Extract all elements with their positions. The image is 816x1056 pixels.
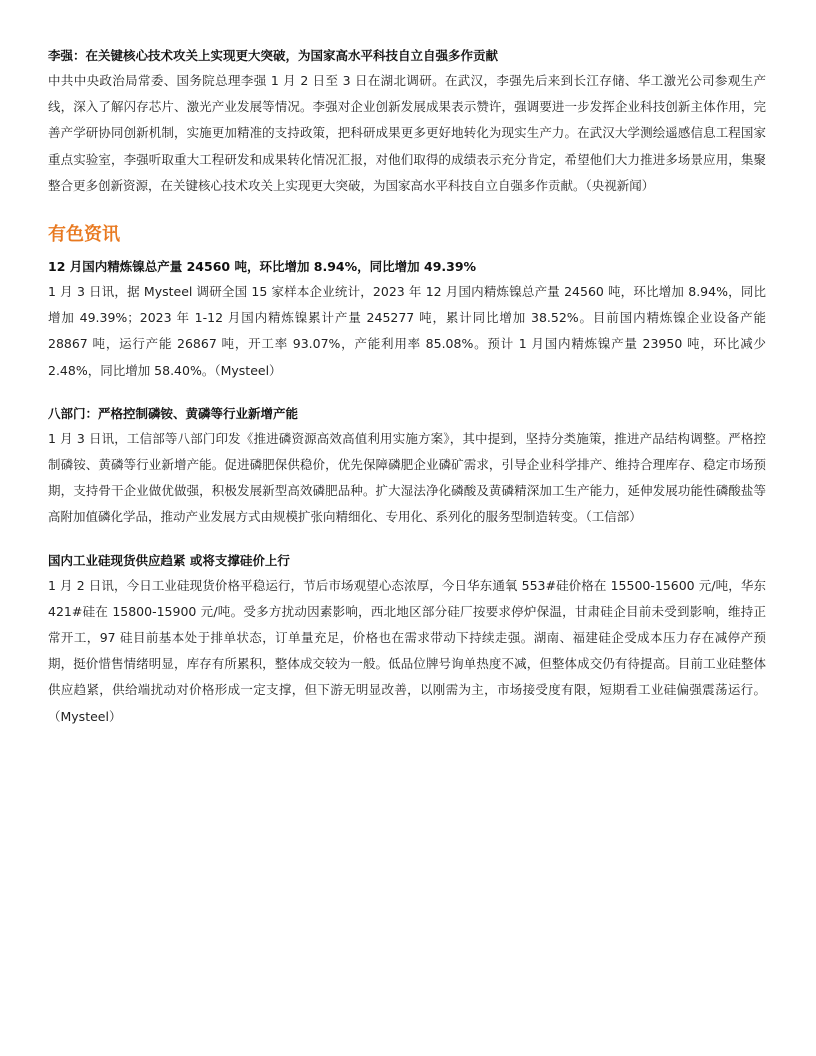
article-body: 中共中央政治局常委、国务院总理李强 1 月 2 日至 3 日在湖北调研。在武汉，李强先后来到长江存储、华工激光公司参观生产线，深入了解闪存芯片、激光产业发展等情况。李强对企业创新发展成果表示赞许，强调要进一步发挥企业科技创新主体作用，完善产学研协同创新机制，实施更加精准的支持政策，把科研成果更多更好地转化为现实生产力。在武汉大学测绘遥感信息工程国家重点实验室，李强听取重大工程研发和成果转化情况汇报，对他们取得的成绩表示充分肯定，希望他们大力推进多场景应用，集聚整合更多创新资源，在关键核心技术攻关上实现更大突破，为国家高水平科技自立自强多作贡献。（央视新闻） — [48, 73, 766, 193]
article-body: 1 月 2 日讯，今日工业硅现货价格平稳运行，节后市场观望心态浓厚，今日华东通氧 553#硅价格在 15500-15600 元/吨，华东 421#硅在 15800-15900 元/吨。受多方扰动因素影响，西北地区部分硅厂按要求停炉保温，甘肃硅企目前未受到影响，维持正常开工，97 硅目前基本处于排单状态，订单量充足，价格也在需求带动下持续走强。湖南、福建硅企受成本压力存在减停产预期，挺价惜售情绪明显，库存有所累积，整体成交较为一般。低品位牌号询单热度不减，但整体成交仍有待提高。目前工业硅整体供应趋紧，供给端扰动对价格形成一定支撑，但下游无明显改善，以刚需为主，市场接受度有限，短期看工业硅偏强震荡运行。（Mysteel） — [48, 577, 766, 724]
article-title: 八部门：严格控制磷铵、黄磷等行业新增产能 — [48, 405, 299, 421]
article-title: 李强：在关键核心技术攻关上实现更大突破，为国家高水平科技自立自强多作贡献 — [48, 48, 499, 63]
article-silicon — [48, 549, 766, 730]
article-li-qiang — [48, 44, 766, 199]
section-heading: 有色资讯 — [48, 224, 120, 246]
article-nickel — [48, 255, 766, 384]
article-body: 1 月 3 日讯，据 Mysteel 调研全国 15 家样本企业统计，2023 年 12 月国内精炼镍总产量 24560 吨，环比增加 8.94%，同比增加 49.39%；2023 年 1-12 月国内精炼镍累计产量 245277 吨，累计同比增加 38.52%。目前国内精炼镍企业设备产能 28867 吨，运行产能 26867 吨，开工率 93.07%，产能利用率 85.08%。预计 1 月国内精炼镍产量 23950 吨，环比减少 2.48%，同比增加 58.40%。（Mysteel） — [48, 284, 766, 378]
article-title: 12 月国内精炼镍总产量 24560 吨，环比增加 8.94%，同比增加 49.39% — [48, 259, 477, 275]
article-body: 1 月 3 日讯，工信部等八部门印发《推进磷资源高效高值利用实施方案》，其中提到，坚持分类施策，推进产品结构调整。严格控制磷铵、黄磷等行业新增产能。促进磷肥保供稳价，优先保障磷肥企业磷矿需求，引导企业科学排产、维持合理库存、稳定市场预期，支持骨干企业做优做强，积极发展新型高效磷肥品种。扩大湿法净化磷酸及黄磷精深加工生产能力，延伸发展功能性磷酸盐等高附加值磷化学品，推动产业发展方式由规模扩张向精细化、专用化、系列化的服务型制造转变。（工信部） — [48, 430, 766, 525]
article-phosphorus — [48, 402, 766, 531]
document-page — [48, 44, 766, 748]
article-title: 国内工业硅现货供应趋紧 或将支撑硅价上行 — [48, 552, 290, 568]
